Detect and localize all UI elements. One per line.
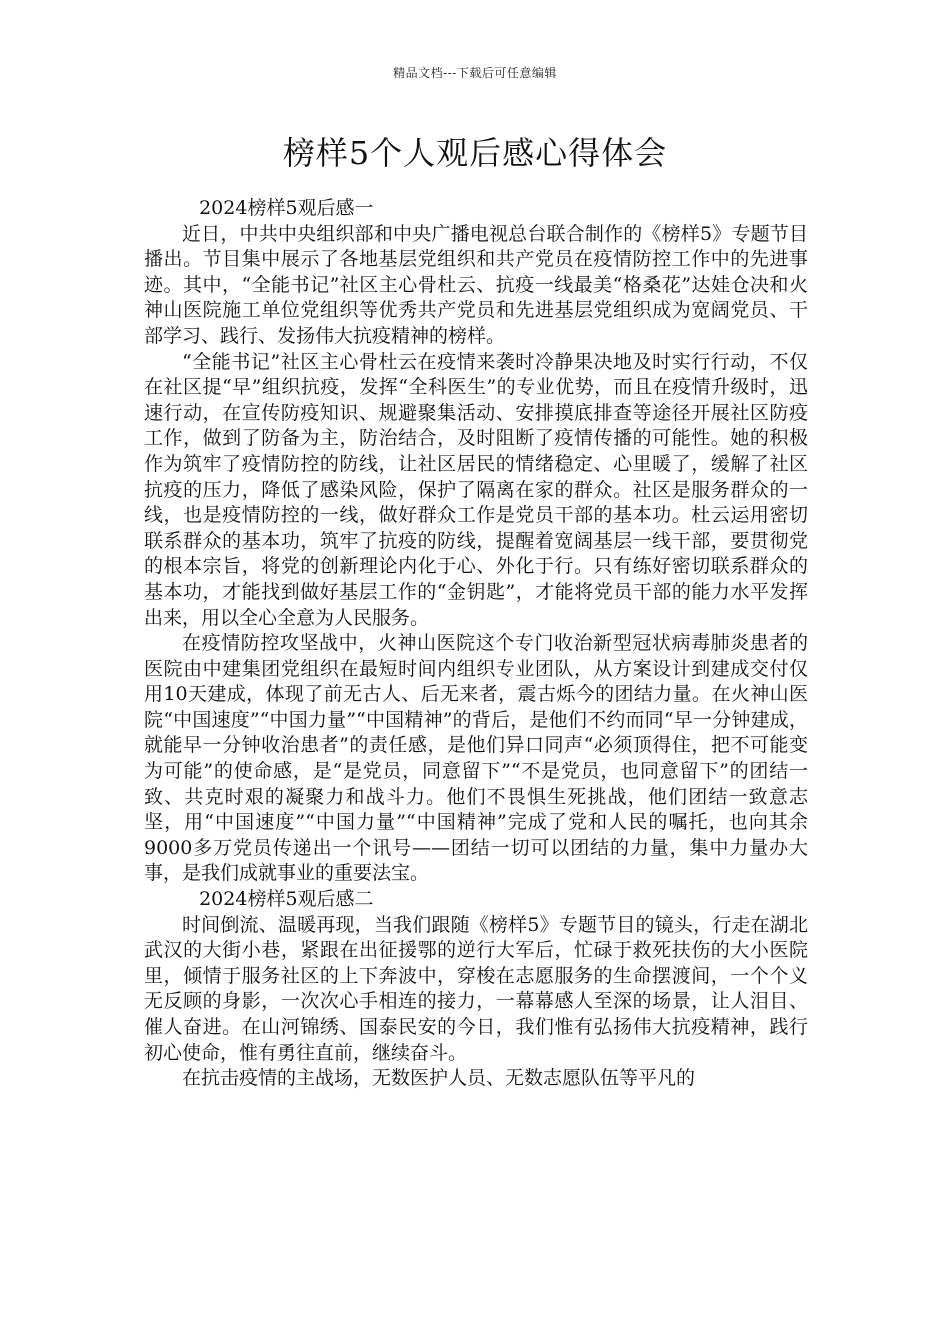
document-title: 榜样5个人观后感心得体会 bbox=[282, 134, 668, 172]
page-header-note: 精品文档---下载后可任意编辑 bbox=[393, 66, 557, 80]
paragraph-main-battlefield: 在抗击疫情的主战场，无数医护人员、无数志愿队伍等平凡的 bbox=[182, 1067, 696, 1090]
paragraph-time-reflection: 时间倒流、温暖再现，当我们跟随《榜样5》专题节目的镜头，行走在湖北武汉的大街小巷，紧跟在出征援鄂的逆行大军后，忙碌于救死扶伤的大小医院里，倾情于服务社区的上下奔波中，穿梭在志愿服务的生命摆渡间，一个个义无反顾的身影，一次次心手相连的接力，一幕幕感人至深的场景，让人泪目、催人奋进。在山河锦绣、国泰民安的今日，我们惟有弘扬伟大抗疫精神，践行初心使命，惟有勇往直前，继续奋斗。 bbox=[144, 913, 808, 1064]
document-body bbox=[144, 196, 808, 1092]
paragraph-intro: 近日，中共中央组织部和中央广播电视总台联合制作的《榜样5》专题节目播出。节目集中展示了各地基层党组织和共产党员在疫情防控工作中的先进事迹。其中，“全能书记”社区主心骨杜云、抗疫一线最美“格桑花”达娃仓决和火神山医院施工单位党组织等优秀共产党员和先进基层党组织成为宽阔党员、干部学习、践行、发扬伟大抗疫精神的榜样。 bbox=[144, 222, 808, 347]
paragraph-huoshenshan: 在疫情防控攻坚战中，火神山医院这个专门收治新型冠状病毒肺炎患者的医院由中建集团党组织在最短时间内组织专业团队，从方案设计到建成交付仅用10天建成，体现了前无古人、后无来者，震古烁今的团结力量。在火神山医院“中国速度”“中国力量”“中国精神”的背后，是他们不约而同“早一分钟建成，就能早一分钟收治患者”的责任感，是他们异口同声“必须顶得住，把不可能变为可能”的使命感，是“是党员，同意留下”“不是党员，也同意留下”的团结一致、共克时艰的凝聚力和战斗力。他们不畏惧生死挑战，他们团结一致意志坚，用“中国速度”“中国力量”“中国精神”完成了党和人民的嘱托，也向其余9000多万党员传递出一个讯号——团结一切可以团结的力量，集中力量办大事，是我们成就事业的重要法宝。 bbox=[144, 632, 808, 885]
paragraph-du-yun: “全能书记”社区主心骨杜云在疫情来袭时冷静果决地及时实行行动，不仅在社区提“早”组织抗疫，发挥“全科医生”的专业优势，而且在疫情升级时，迅速行动，在宣传防疫知识、规避聚集活动、安排摸底排查等途径开展社区防疫工作，做到了防备为主，防治结合，及时阻断了疫情传播的可能性。她的积极作为筑牢了疫情防控的防线，让社区居民的情绪稳定、心里暖了，缓解了社区抗疫的压力，降低了感染风险，保护了隔离在家的群众。社区是服务群众的一线，也是疫情防控的一线，做好群众工作是党员干部的基本功。杜云运用密切联系群众的基本功，筑牢了抗疫的防线，提醒着宽阔基层一线干部，要贯彻党的根本宗旨，将党的创新理论内化于心、外化于行。只有练好密切联系群众的基本功，才能找到做好基层工作的“金钥匙”，才能将党员干部的能力水平发挥出来，用以全心全意为人民服务。 bbox=[144, 350, 808, 629]
section-heading-1: 2024榜样5观后感一 bbox=[199, 197, 374, 219]
section-heading-2: 2024榜样5观后感二 bbox=[199, 888, 374, 911]
